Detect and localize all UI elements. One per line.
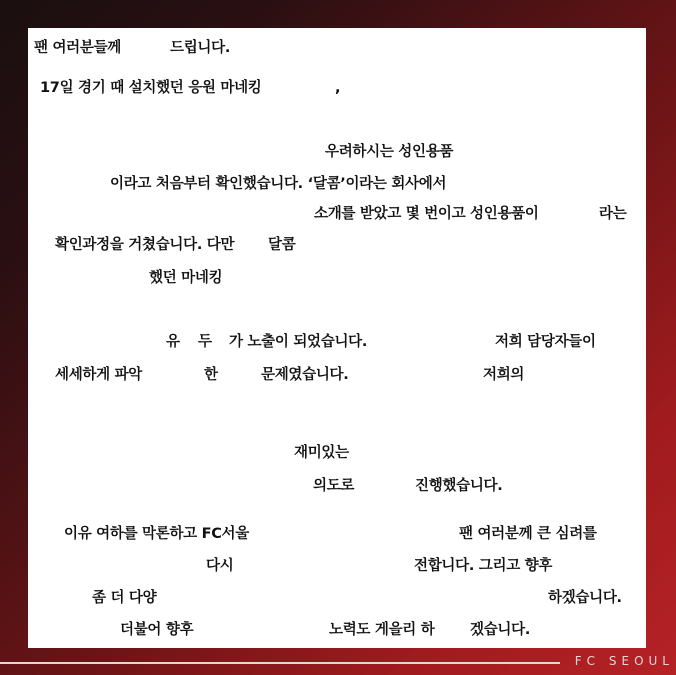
notice-text: 팬 여러분께 큰 심려를 xyxy=(459,526,597,542)
notice-text: 다시 xyxy=(206,558,234,574)
notice-text: 재미있는 xyxy=(294,445,349,461)
footer-divider xyxy=(0,662,560,664)
notice-text: 확인과정을 거쳤습니다. 다만 xyxy=(55,237,235,253)
notice-text: 하겠습니다. xyxy=(548,590,622,606)
notice-text: 유 xyxy=(166,334,180,350)
notice-text: 이라고 처음부터 확인했습니다. ‘달콤’이라는 회사에서 xyxy=(110,176,447,192)
notice-text: 의도로 xyxy=(313,478,355,494)
notice-text: 17일 경기 때 설치했던 응원 마네킹 xyxy=(40,80,262,96)
notice-text: 좀 더 다양 xyxy=(92,590,157,606)
notice-text: 달콤 xyxy=(268,237,296,253)
fc-seoul-wordmark: FC SEOUL xyxy=(574,654,674,668)
notice-text: 두 xyxy=(198,334,212,350)
notice-text: 팬 여러분들께 xyxy=(34,40,121,56)
notice-text: 우려하시는 성인용품 xyxy=(325,144,454,160)
notice-text: 진행했습니다. xyxy=(415,478,503,494)
notice-paper xyxy=(28,28,646,648)
notice-text: 겠습니다. xyxy=(470,622,531,638)
notice-text: 이유 여하를 막론하고 FC서울 xyxy=(64,526,249,542)
notice-text: 라는 xyxy=(599,206,627,222)
notice-text: 더불어 향후 xyxy=(120,622,194,638)
notice-text: 드립니다. xyxy=(170,40,231,56)
notice-text: 전합니다. 그리고 향후 xyxy=(414,558,553,574)
notice-text: 세세하게 파악 xyxy=(55,367,142,383)
notice-text: 한 xyxy=(204,367,218,383)
notice-text: , xyxy=(335,80,341,96)
notice-text: 노력도 게을리 하 xyxy=(329,622,435,638)
notice-text: 저희의 xyxy=(483,367,525,383)
notice-text: 저희 담당자들이 xyxy=(495,334,596,350)
notice-text: 했던 마네킹 xyxy=(149,270,223,286)
notice-text: 가 노출이 되었습니다. xyxy=(229,334,368,350)
notice-text: 소개를 받았고 몇 번이고 성인용품이 xyxy=(314,206,539,222)
notice-text: 문제였습니다. xyxy=(261,367,349,383)
